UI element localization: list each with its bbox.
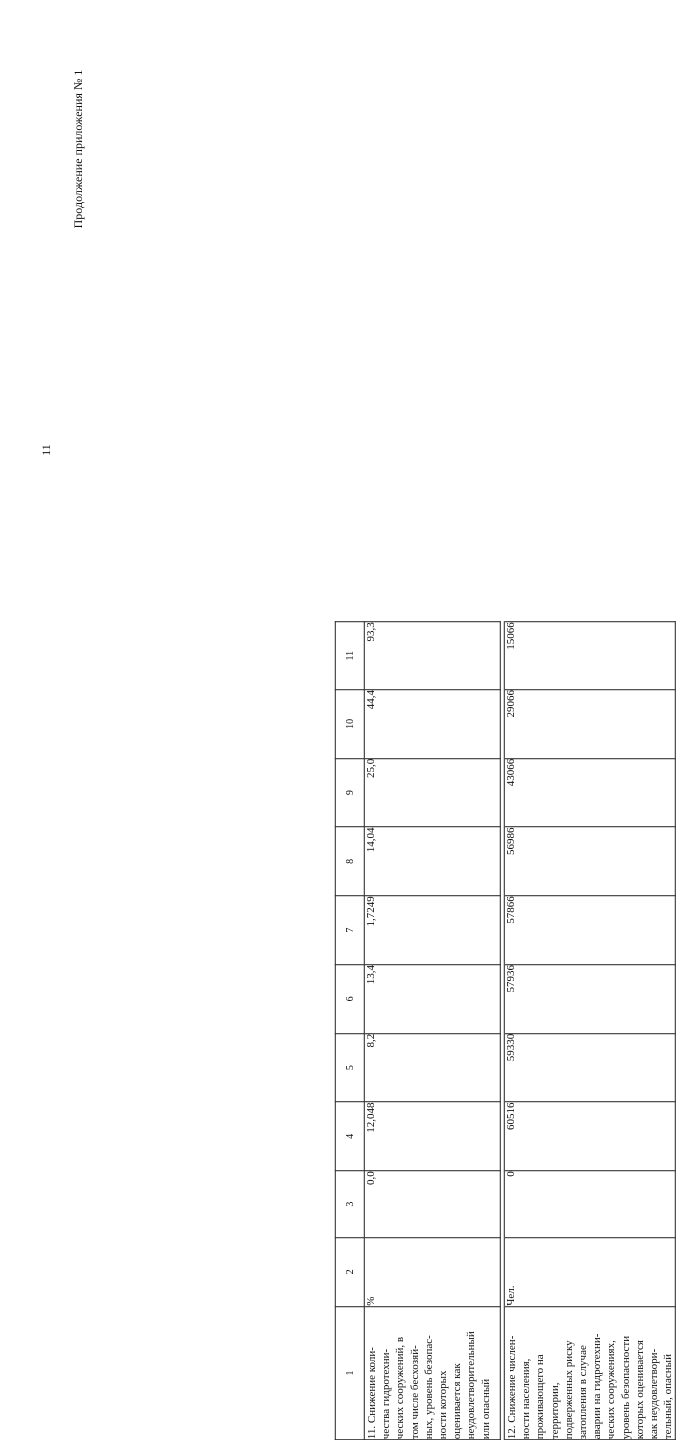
- header-cell: 10: [335, 690, 364, 759]
- value-cell: 44,4: [364, 690, 500, 759]
- value-cell: 1,7249: [364, 896, 500, 965]
- value-cell: 8,2: [364, 1033, 500, 1102]
- value-cell: 57936: [504, 965, 675, 1034]
- appendix-title: Продолжение приложения № 1: [71, 69, 85, 229]
- header-cell: 6: [335, 965, 364, 1034]
- header-cell: 5: [335, 1033, 364, 1102]
- header-cell: 9: [335, 758, 364, 827]
- header-cell: 3: [335, 1171, 364, 1238]
- header-cell: 11: [335, 622, 364, 690]
- value-cell: 93,3: [364, 622, 500, 690]
- header-cell: 2: [335, 1238, 364, 1307]
- value-cell: 59330: [504, 1033, 675, 1102]
- header-cell: 8: [335, 827, 364, 896]
- value-cell: 60516: [504, 1102, 675, 1171]
- value-cell: 29066: [504, 690, 675, 759]
- value-cell: 0,0: [364, 1171, 500, 1238]
- data-table: [335, 621, 676, 1440]
- value-cell: 14,04: [364, 827, 500, 896]
- header-cell: 7: [335, 896, 364, 965]
- value-cell: 12,048: [364, 1102, 500, 1171]
- header-cell: 1: [335, 1306, 364, 1439]
- value-cell: 25,0: [364, 758, 500, 827]
- table-row: [364, 622, 500, 1440]
- row-description: 12. Снижение числен- ности населения, проживающего на территории, подверженных риску затопления в случае аварии на гидротехни- ческих сооружениях, уровень безопасности которых оценивается как неудовлетвори- тельный, опасный: [504, 1306, 675, 1439]
- header-cell: 4: [335, 1102, 364, 1171]
- table-header-row: [335, 622, 364, 1440]
- value-cell: 57866: [504, 896, 675, 965]
- value-cell: 56986: [504, 827, 675, 896]
- page-number: 11: [39, 444, 53, 456]
- value-cell: 43066: [504, 758, 675, 827]
- row-unit: Чел.: [504, 1238, 675, 1307]
- row-description: 11. Снижение коли- чества гидротехни- ческих сооружений, в том числе бесхозяй- ных, уровень безопас- ности которых оценивается как неудовлетворительный или опасный: [364, 1306, 500, 1439]
- value-cell: 13,4: [364, 965, 500, 1034]
- row-unit: %: [364, 1238, 500, 1307]
- table-row: [504, 622, 675, 1440]
- value-cell: 0: [504, 1171, 675, 1238]
- value-cell: 15066: [504, 622, 675, 690]
